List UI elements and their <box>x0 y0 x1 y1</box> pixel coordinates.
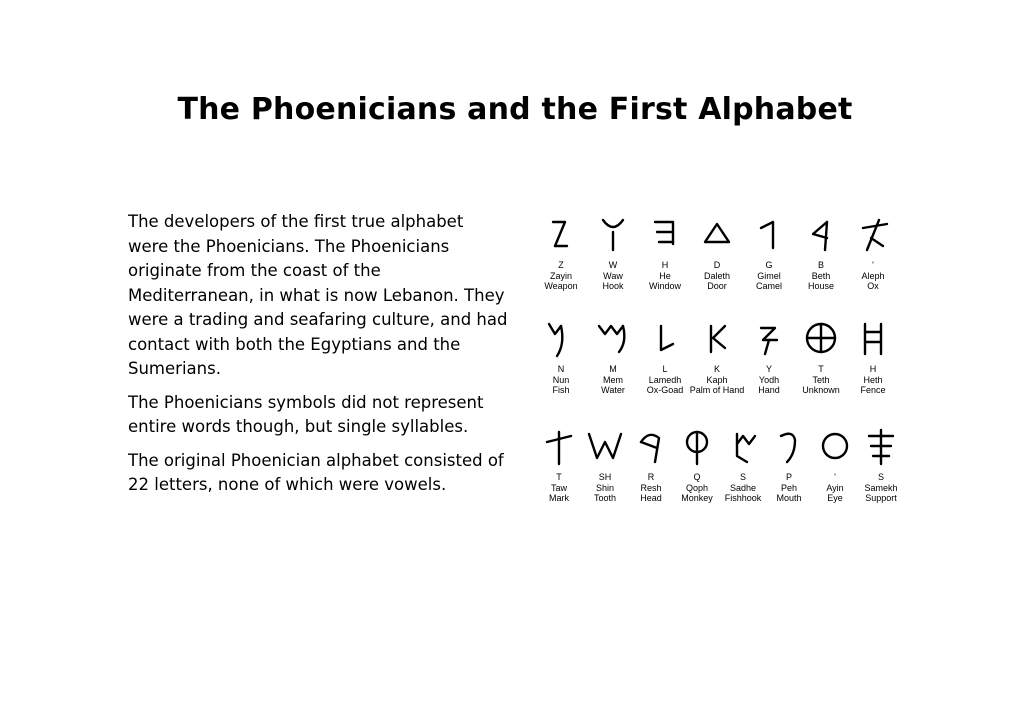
paragraph-letters: The original Phoenician alphabet consisted of 22 letters, none of which were vowels. <box>128 450 504 494</box>
letter-letter: M <box>609 364 617 374</box>
letter-meaning: Tooth <box>593 493 617 503</box>
letter-letter: P <box>785 472 792 482</box>
letter-meaning: Fish <box>552 385 570 395</box>
letter-name: Lamedh <box>648 374 682 385</box>
letter-meaning: House <box>807 281 834 291</box>
letter-name: Teth <box>812 374 830 385</box>
letter-name: Mem <box>603 374 623 385</box>
letter-letter: Z <box>558 260 564 270</box>
letter-name: Shin <box>595 482 614 493</box>
letter-name: Nun <box>552 374 570 385</box>
letter-letter: Y <box>765 364 772 374</box>
letter-name: Gimel <box>757 270 781 281</box>
samekh-glyph <box>850 426 912 472</box>
letter-letter: B <box>817 260 824 270</box>
letter-letter: H <box>661 260 669 270</box>
letter-letter: G <box>765 260 773 270</box>
letter-meaning: Eye <box>827 493 843 503</box>
paragraph-syllables: The Phoenicians symbols did not represent entire words though, but single syllables. <box>128 392 484 436</box>
letter-name: Qoph <box>685 482 709 493</box>
letter-letter: ' <box>872 260 874 270</box>
letter-letter: T <box>556 472 562 482</box>
letter-name: Resh <box>640 482 662 493</box>
alphabet-row-2 <box>530 318 900 418</box>
letter-name: Beth <box>811 270 831 281</box>
letter-letter: H <box>869 364 877 374</box>
letter-letter: SH <box>598 472 612 482</box>
letter-name: Sadhe <box>729 482 757 493</box>
alphabet-row-1 <box>530 214 900 314</box>
letter-name: Aleph <box>861 270 885 281</box>
letter-meaning: Fence <box>860 385 886 395</box>
letter-meaning: Mark <box>549 493 569 503</box>
letter-meaning: Water <box>601 385 625 395</box>
letter-name: Taw <box>550 482 567 493</box>
letter-name: Samekh <box>864 482 898 493</box>
letter-letter: D <box>713 260 721 270</box>
letter-meaning: Palm of Hand <box>689 385 745 395</box>
letter-meaning: Weapon <box>544 281 578 291</box>
letter-meaning: Support <box>865 493 897 503</box>
letter-name: Daleth <box>703 270 730 281</box>
letter-meaning: Ox <box>867 281 879 291</box>
letter-letter: Q <box>693 472 701 482</box>
letter-letter: S <box>739 472 746 482</box>
letter-letter: W <box>608 260 618 270</box>
letter-meaning: Camel <box>755 281 782 291</box>
letter-name: Yodh <box>758 374 780 385</box>
letter-meaning: Ox-Goad <box>646 385 684 395</box>
letter-name: Zayin <box>549 270 572 281</box>
slide-title: The Phoenicians and the First Alphabet <box>177 92 853 127</box>
body-text <box>128 210 508 507</box>
aleph-glyph <box>842 214 904 260</box>
letter-letter: N <box>557 364 565 374</box>
letter-meaning: Hook <box>602 281 624 291</box>
letter-letter: T <box>818 364 824 374</box>
letter-name: Ayin <box>826 482 844 493</box>
letter-meaning: Mouth <box>776 493 802 503</box>
letter-meaning: Fishhook <box>724 493 762 503</box>
heth-glyph <box>842 318 904 364</box>
letter-heth <box>842 318 904 396</box>
letter-meaning: Window <box>648 281 681 291</box>
letter-name: Heth <box>863 374 883 385</box>
alphabet-row-3 <box>530 426 900 526</box>
letter-letter: K <box>713 364 720 374</box>
letter-meaning: Door <box>707 281 727 291</box>
letter-letter: ' <box>834 472 836 482</box>
letter-name: He <box>659 270 671 281</box>
letter-letter: L <box>662 364 668 374</box>
paragraph-intro: The developers of the first true alphabet were the Phoenicians. The Phoenicians originate from the coast of the Mediterranean, in what is now Lebanon. They were a trading and seafaring culture, and had contact with both the Egyptians and the Sumerians. <box>128 212 508 378</box>
letter-name: Waw <box>603 270 623 281</box>
letter-meaning: Hand <box>758 385 780 395</box>
phoenician-alphabet-chart <box>530 214 900 514</box>
letter-letter: S <box>877 472 884 482</box>
letter-name: Kaph <box>706 374 728 385</box>
letter-name: Peh <box>780 482 797 493</box>
letter-aleph <box>842 214 904 292</box>
letter-letter: R <box>647 472 655 482</box>
letter-meaning: Head <box>640 493 662 503</box>
letter-samekh <box>850 426 912 504</box>
letter-meaning: Monkey <box>681 493 713 503</box>
letter-meaning: Unknown <box>802 385 840 395</box>
